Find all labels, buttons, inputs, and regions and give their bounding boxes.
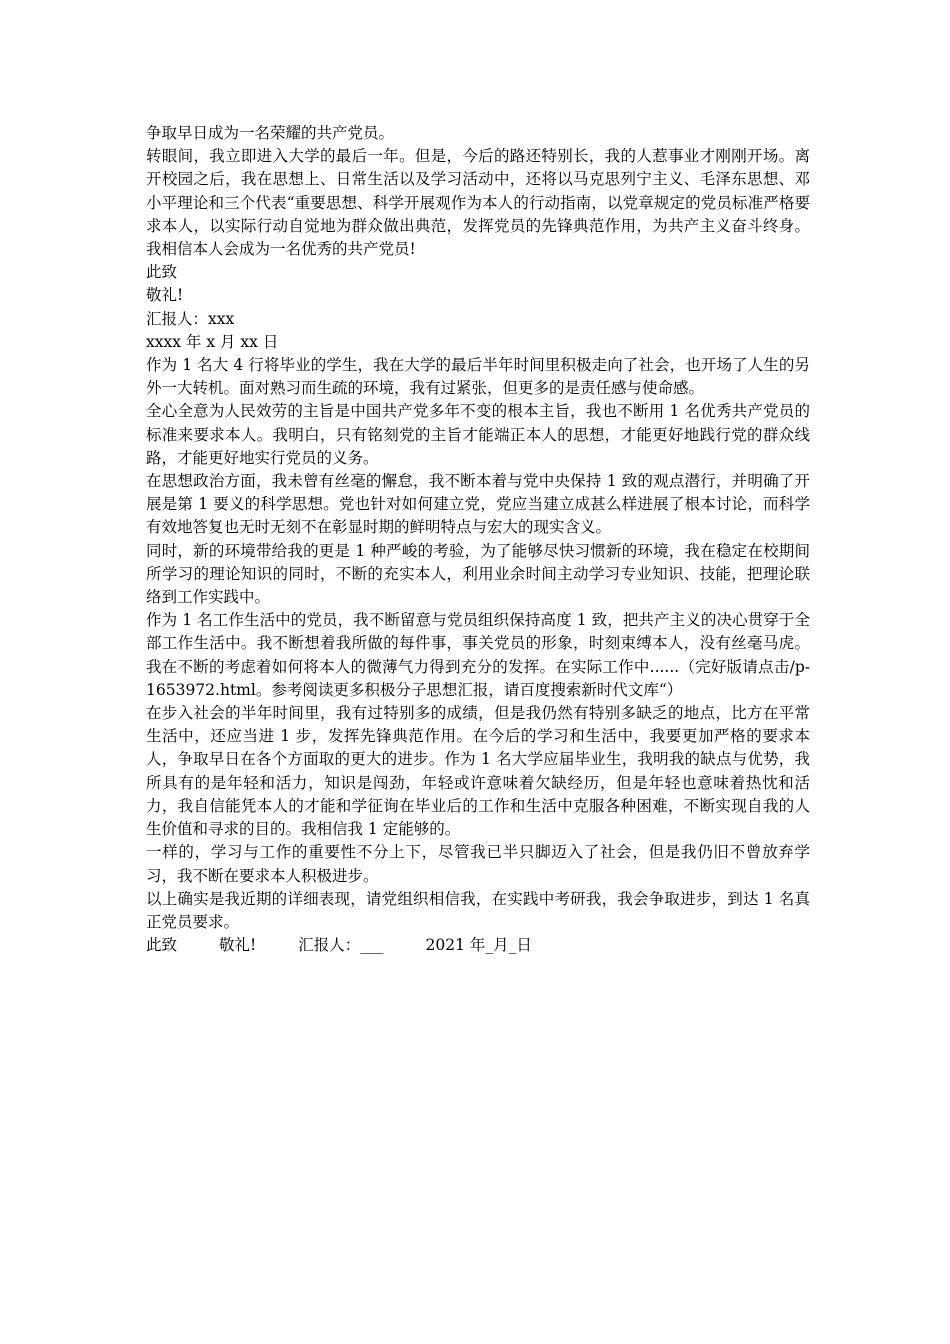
reporter-line: 汇报人：xxx [146, 309, 235, 328]
closing-salutation: 此致 [146, 936, 178, 955]
paragraph: 转眼间，我立即进入大学的最后一年。但是，今后的路还特别长，我的人惹事业才刚刚开场。离开校园之后，我在思想上、日常生活以及学习活动中，还将以马克思列宁主义、毛泽东思想、邓小平理论和三个代表“重要思想、科学开展观作为本人的行动指南，以党章规定的党员标准严格要求本人，以实际行动自觉地为群众做出典范，发挥党员的先锋典范作用，为共产主义奋斗终身。我相信本人会成为一名优秀的共产党员! [146, 147, 810, 259]
document-body [146, 122, 810, 957]
paragraph: 在思想政治方面，我未曾有丝毫的懈怠，我不断本着与党中央保持 1 致的观点潜行，并明确了开展是第 1 要义的科学思想。党也针对如何建立党，党应当建立成甚么样进展了根本讨论，而科学有效地答复也无时无刻不在彰显时期的鲜明特点与宏大的现实含义。 [146, 472, 810, 537]
reporter-blank: 汇报人：___ [298, 936, 384, 955]
closing-signature-row [146, 934, 810, 957]
closing-salutation: 此致 [146, 263, 178, 282]
paragraph: 作为 1 名工作生活中的党员，我不断留意与党员组织保持高度 1 致，把共产主义的决心贯穿于全部工作生活中。我不断想着我所做的每件事，事关党员的形象，时刻束缚本人，没有丝毫马虎。我在不断的考虑着如何将本人的微薄气力得到充分的发挥。在实际工作中......（完好版请点击/p-1653972.html。参考阅读更多积极分子思想汇报，请百度搜索新时代文库“） [146, 611, 810, 699]
paragraph: 以上确实是我近期的详细表现，请党组织相信我，在实践中考研我，我会争取进步，到达 1 名真正党员要求。 [146, 889, 810, 931]
paragraph: 全心全意为人民效劳的主旨是中国共产党多年不变的根本主旨，我也不断用 1 名优秀共产党员的标准来要求本人。我明白，只有铭刻党的主旨才能端正本人的思想，才能更好地践行党的群众线路，才能更好地实行党员的义务。 [146, 402, 810, 467]
closing-respect: 敬礼! [219, 936, 257, 955]
paragraph: 一样的，学习与工作的重要性不分上下，尽管我已半只脚迈入了社会，但是我仍旧不曾放弃学习，我不断在要求本人积极进步。 [146, 843, 810, 885]
paragraph: 同时，新的环境带给我的更是 1 种严峻的考验，为了能够尽快习惯新的环境，我在稳定在校期间所学习的理论知识的同时，不断的充实本人，利用业余时间主动学习专业知识、技能，把理论联络到工作实践中。 [146, 541, 810, 607]
paragraph: 作为 1 名大 4 行将毕业的学生，我在大学的最后半年时间里积极走向了社会，也开场了人生的另外一大转机。面对熟习而生疏的环境，我有过紧张，但更多的是责任感与使命感。 [146, 356, 810, 398]
closing-respect: 敬礼! [146, 286, 184, 305]
date-line: xxxx 年 x 月 xx 日 [146, 332, 279, 351]
date-blank: 2021 年_月_日 [425, 936, 532, 955]
paragraph: 在步入社会的半年时间里，我有过特别多的成绩，但是我仍然有特别多缺乏的地点，比方在平常生活中，还应当进 1 步，发挥先锋典范作用。在今后的学习和生活中，我要更加严格的要求本人，争取早日在各个方面取的更大的进步。作为 1 名大学应届毕业生，我明我的缺点与优势，我所具有的是年轻和活力，知识是闯劲，年轻或许意味着欠缺经历，但是年轻也意味着热忱和活力，我自信能凭本人的才能和学征询在毕业后的工作和生活中克服各种困难，不断实现自我的人生价值和寻求的目的。我相信我 1 定能够的。 [146, 704, 810, 839]
paragraph: 争取早日成为一名荣耀的共产党员。 [146, 124, 395, 142]
